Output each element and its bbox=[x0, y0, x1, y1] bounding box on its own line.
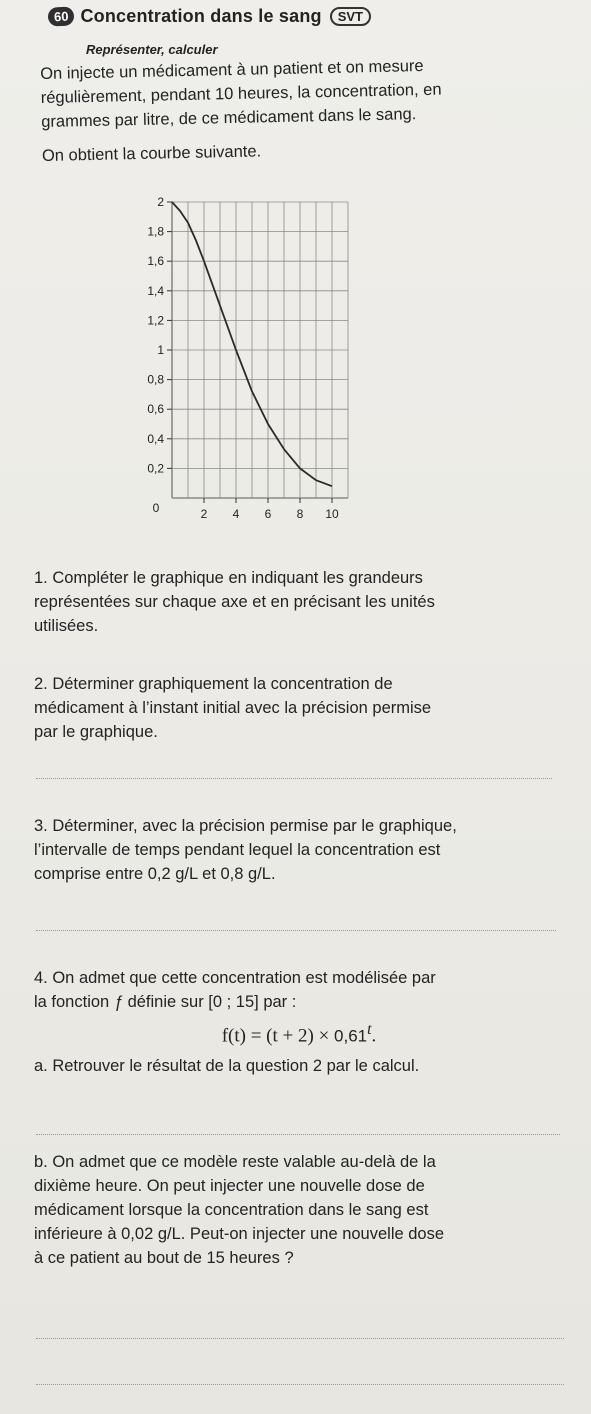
exercise-skills: Représenter, calculer bbox=[86, 42, 218, 57]
answer-line[interactable] bbox=[36, 1134, 560, 1135]
intro-line: On injecte un médicament à un patient et on mesure bbox=[40, 56, 424, 83]
question-line bbox=[34, 990, 564, 1014]
y-tick-label: 2 bbox=[157, 195, 164, 209]
y-tick-label: 0,8 bbox=[147, 372, 164, 387]
y-tick-label: 1,8 bbox=[147, 224, 164, 239]
y-tick-label: 1,2 bbox=[147, 313, 164, 328]
question-line: dixième heure. On peut injecter une nouvelle dose de bbox=[34, 1177, 425, 1195]
q4-text: par : bbox=[258, 993, 297, 1011]
intro-line: régulièrement, pendant 10 heures, la concentration, en bbox=[40, 80, 442, 107]
intro-text bbox=[40, 51, 572, 168]
exercise-header bbox=[48, 6, 371, 27]
question-line: 4. On admet que cette concentration est modélisée par bbox=[34, 969, 436, 987]
question-line: représentées sur chaque axe et en précisant les unités bbox=[34, 593, 435, 611]
question-line: par le graphique. bbox=[34, 723, 158, 741]
question-line: inférieure à 0,02 g/L. Peut-on injecter une nouvelle dose bbox=[34, 1225, 445, 1243]
question-line: à ce patient au bout de 15 heures ? bbox=[34, 1249, 294, 1267]
model-formula bbox=[34, 1018, 564, 1048]
x-tick-label: 2 bbox=[200, 507, 208, 521]
question-line: médicament à l’instant initial avec la précision permise bbox=[34, 699, 432, 717]
answer-line[interactable] bbox=[36, 778, 552, 779]
question-line: b. On admet que ce modèle reste valable au-delà de la bbox=[34, 1153, 436, 1171]
y-tick-label: 0,2 bbox=[147, 461, 164, 476]
subject-tag: SVT bbox=[330, 7, 371, 26]
question-line: 3. Déterminer, avec la précision permise par le graphique, bbox=[34, 817, 457, 835]
y-tick-label: 1 bbox=[157, 343, 164, 357]
y-tick-label: 1,4 bbox=[147, 283, 164, 298]
question-3 bbox=[34, 814, 564, 886]
question-line: comprise entre 0,2 g/L et 0,8 g/L. bbox=[34, 865, 276, 883]
question-line: l’intervalle de temps pendant lequel la concentration est bbox=[34, 841, 441, 859]
x-tick-label: 8 bbox=[296, 507, 304, 521]
y-tick-label: 0,4 bbox=[147, 431, 164, 446]
exercise-number-badge: 60 bbox=[48, 6, 75, 26]
domain-interval: [0 ; 15] bbox=[208, 993, 259, 1011]
x-tick-label: 10 bbox=[325, 507, 339, 521]
question-4a: a. Retrouver le résultat de la question 2 par le calcul. bbox=[34, 1057, 420, 1076]
question-1 bbox=[34, 566, 564, 638]
question-line: 2. Déterminer graphiquement la concentration de bbox=[34, 675, 393, 693]
x-tick-label: 4 bbox=[232, 507, 240, 521]
question-line: 1. Compléter le graphique en indiquant les grandeurs bbox=[34, 569, 423, 587]
formula-exponent: t bbox=[367, 1021, 372, 1038]
formula-end: . bbox=[371, 1025, 377, 1047]
question-2 bbox=[34, 672, 564, 744]
intro-line: grammes par litre, de ce médicament dans le sang. bbox=[41, 105, 417, 131]
answer-line[interactable] bbox=[36, 1338, 564, 1339]
concentration-graph bbox=[100, 190, 360, 540]
intro-line: On obtient la courbe suivante. bbox=[41, 142, 262, 165]
concentration-chart bbox=[100, 190, 360, 535]
answer-line[interactable] bbox=[36, 1384, 564, 1385]
question-line: médicament lorsque la concentration dans le sang est bbox=[34, 1201, 429, 1219]
question-4b bbox=[34, 1150, 564, 1270]
function-symbol: ƒ bbox=[113, 993, 123, 1011]
x-tick-label: 6 bbox=[264, 507, 272, 521]
y-tick-label: 0,6 bbox=[147, 402, 164, 417]
answer-line[interactable] bbox=[36, 930, 556, 931]
q4-text: la fonction bbox=[34, 993, 114, 1011]
origin-label: 0 bbox=[152, 501, 160, 515]
q4-text: définie sur bbox=[123, 993, 209, 1011]
formula-base: 0,61 bbox=[334, 1026, 368, 1046]
formula-lhs: f(t) = (t + 2) × bbox=[221, 1025, 335, 1047]
y-tick-label: 1,6 bbox=[147, 254, 164, 269]
question-line: utilisées. bbox=[34, 617, 99, 635]
exercise-title: Concentration dans le sang bbox=[80, 6, 322, 26]
question-4 bbox=[34, 966, 564, 1078]
